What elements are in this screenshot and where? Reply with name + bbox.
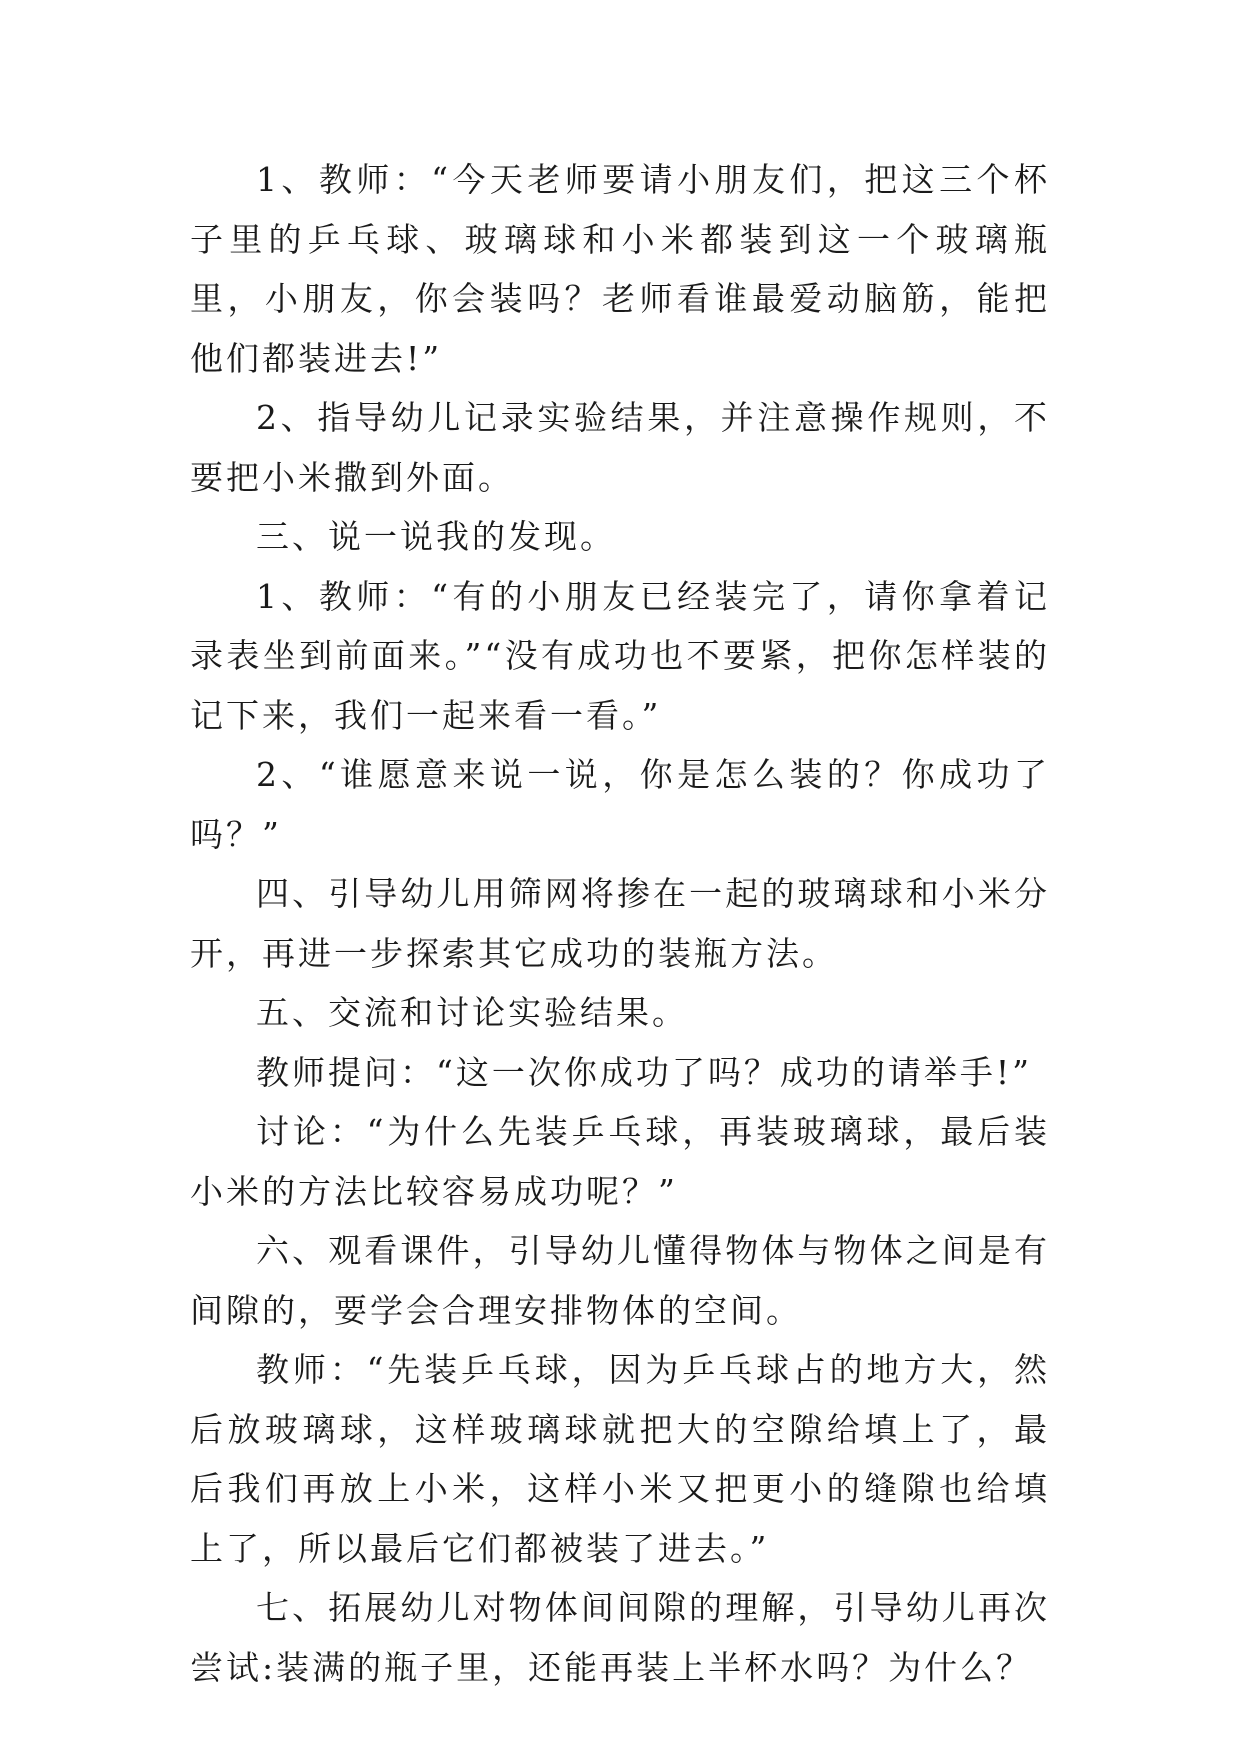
paragraph-teacher-question: 教师提问：“这一次你成功了吗？成功的请举手!” bbox=[256, 1052, 1033, 1092]
section-heading-7: 七、拓展幼儿对物体间间隙的理解，引导幼儿再次尝试:装满的瓶子里，还能再装上半杯水吗？为什么？ bbox=[190, 1588, 1050, 1687]
paragraph-1: 1、教师：“今天老师要请小朋友们，把这三个杯子里的乒乓球、玻璃球和小米都装到这一个玻璃瓶里，小朋友，你会装吗？老师看谁最爱动脑筋，能把他们都装进去!” bbox=[190, 160, 1050, 378]
section-heading-4: 四、引导幼儿用筛网将掺在一起的玻璃球和小米分开，再进一步探索其它成功的装瓶方法。 bbox=[190, 874, 1050, 973]
paragraph-discussion: 讨论：“为什么先装乒乓球，再装玻璃球，最后装小米的方法比较容易成功呢？” bbox=[190, 1112, 1050, 1211]
paragraph-4: 1、教师：“有的小朋友已经装完了，请你拿着记录表坐到前面来。”“没有成功也不要紧，把你怎样装的记下来，我们一起来看一看。” bbox=[190, 576, 1050, 735]
paragraph-5: 2、“谁愿意来说一说，你是怎么装的？你成功了吗？” bbox=[190, 755, 1050, 854]
section-heading-3: 三、说一说我的发现。 bbox=[256, 517, 616, 556]
paragraph-teacher-explanation: 教师：“先装乒乓球，因为乒乓球占的地方大，然后放玻璃球，这样玻璃球就把大的空隙给填上了，最后我们再放上小米，这样小米又把更小的缝隙也给填上了，所以最后它们都被装了进去。” bbox=[190, 1350, 1050, 1568]
body-text bbox=[190, 150, 1050, 1697]
section-heading-5: 五、交流和讨论实验结果。 bbox=[256, 993, 688, 1032]
section-heading-6: 六、观看课件，引导幼儿懂得物体与物体之间是有间隙的，要学会合理安排物体的空间。 bbox=[190, 1231, 1050, 1330]
paragraph-2: 2、指导幼儿记录实验结果，并注意操作规则，不要把小米撒到外面。 bbox=[190, 398, 1050, 497]
